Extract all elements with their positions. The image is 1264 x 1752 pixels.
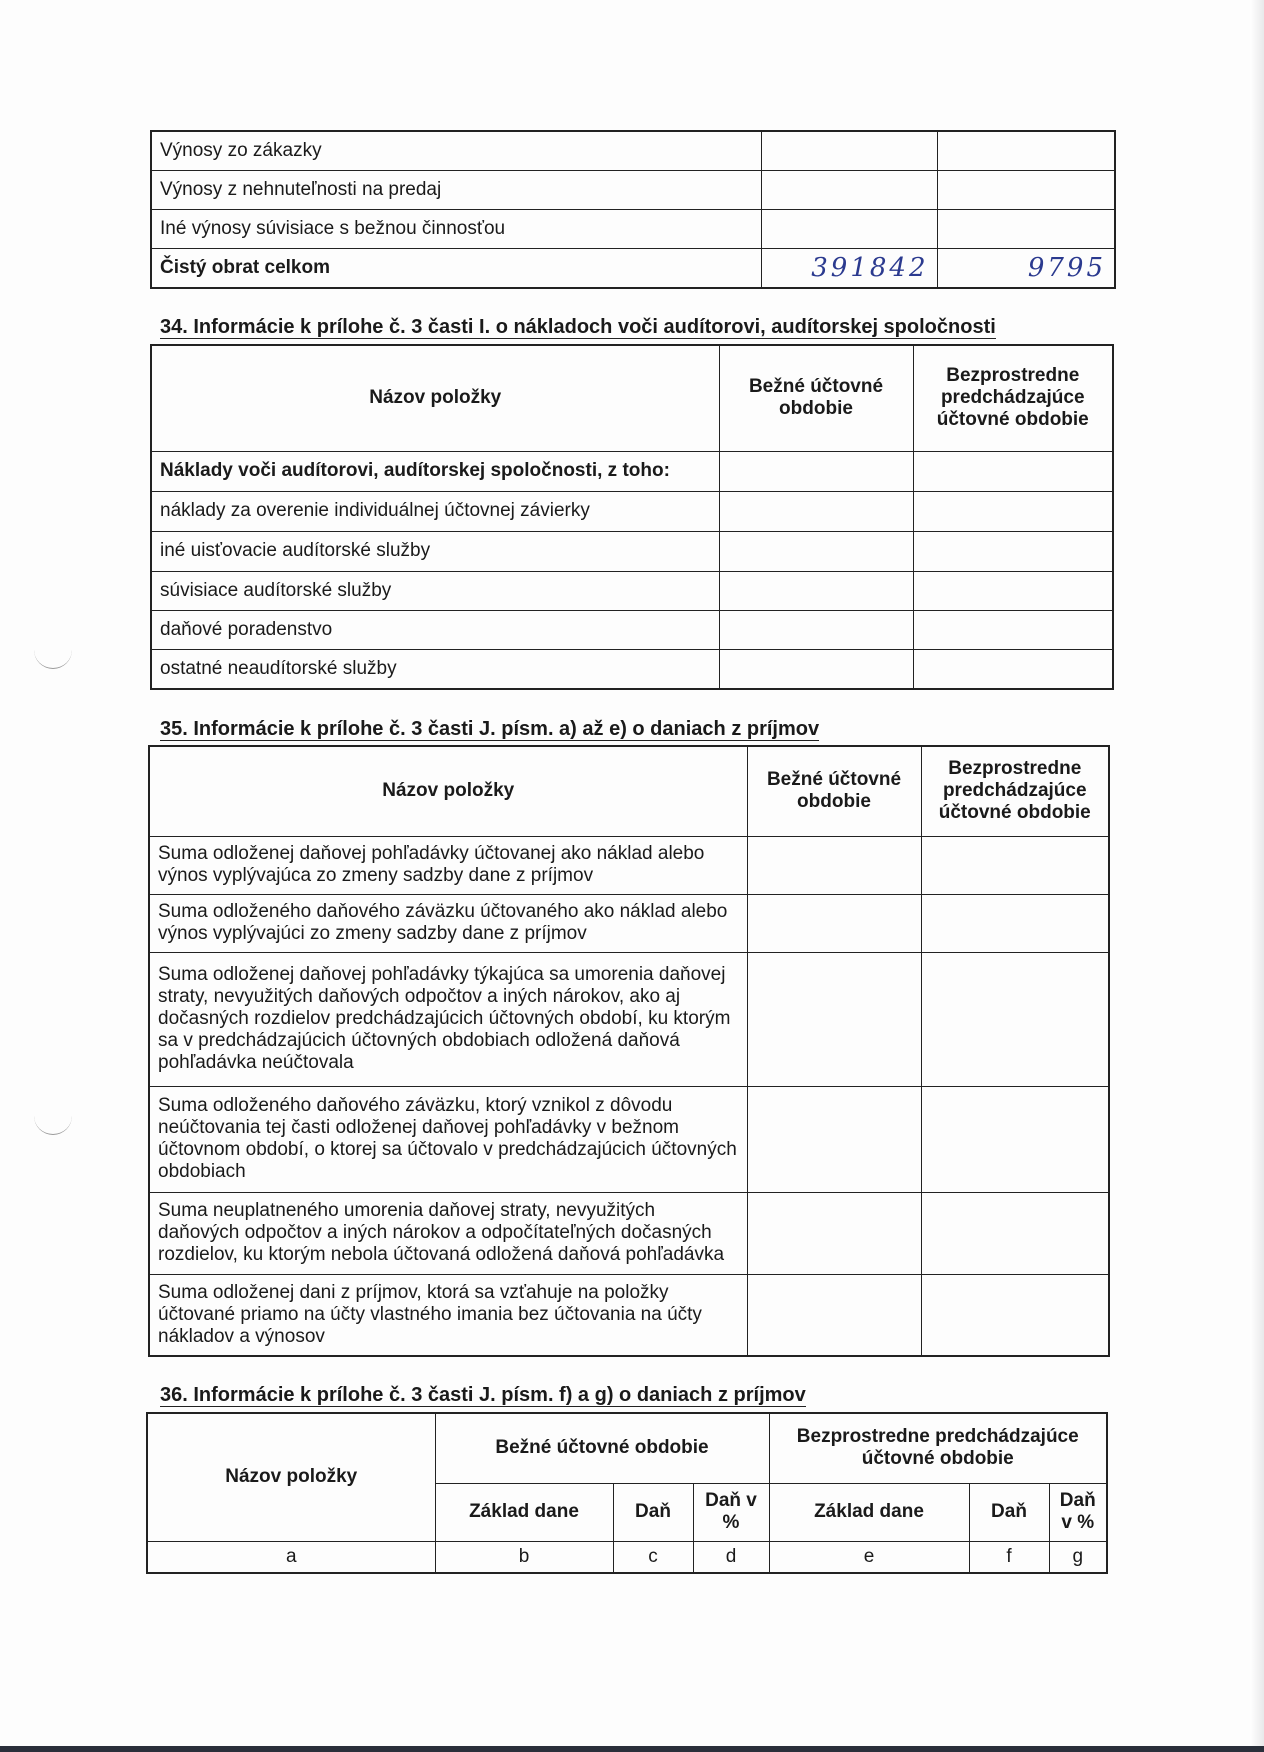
column-header-tax: Daň xyxy=(613,1483,693,1541)
column-letter: e xyxy=(769,1541,969,1573)
row-label: Suma odloženej daňovej pohľadávky týkajúca sa umorenia daňovej straty, nevyužitých daňových odpočtov a iných nárokov, ako aj dočasných rozdielov predchádzajúcich účtovných období, ku ktorým sa v predchádzajúcich účtovných obdobiach odložená daňová pohľadávka neúčtovala xyxy=(149,952,747,1086)
table-row xyxy=(149,1274,1109,1356)
column-letter: g xyxy=(1049,1541,1107,1573)
column-header-previous: Bezprostredne predchádzajúce účtovné obdobie xyxy=(921,746,1109,836)
table-row xyxy=(151,649,1113,689)
column-header-previous: Bezprostredne predchádzajúce účtovné obdobie xyxy=(913,345,1113,451)
page-edge-shadow xyxy=(1250,0,1264,1752)
table-row xyxy=(149,952,1109,1086)
table-row xyxy=(149,836,1109,894)
row-label: Iné výnosy súvisiace s bežnou činnosťou xyxy=(151,209,761,248)
income-tax-table xyxy=(146,1412,1108,1574)
column-header-current: Bežné účtovné obdobie xyxy=(435,1413,769,1483)
column-header-tax-percent: Daň v % xyxy=(693,1483,769,1541)
current-value xyxy=(761,170,937,209)
previous-value xyxy=(937,209,1115,248)
table-header-row xyxy=(151,345,1113,451)
column-letter: d xyxy=(693,1541,769,1573)
revenue-table xyxy=(150,130,1116,289)
table-row xyxy=(151,451,1113,491)
row-label: Výnosy z nehnuteľnosti na predaj xyxy=(151,170,761,209)
row-label: Suma odloženej daňovej pohľadávky účtovanej ako náklad alebo výnos vyplývajúca zo zmeny sadzby dane z príjmov xyxy=(149,836,747,894)
row-label: súvisiace audítorské služby xyxy=(151,571,719,610)
table-row xyxy=(151,248,1115,288)
table-row xyxy=(151,571,1113,610)
table-header-row xyxy=(149,746,1109,836)
row-label: náklady za overenie individuálnej účtovnej závierky xyxy=(151,491,719,531)
row-label: daňové poradenstvo xyxy=(151,610,719,649)
scan-bottom-edge xyxy=(0,1746,1264,1752)
column-header-base: Základ dane xyxy=(435,1483,613,1541)
column-header-tax-percent: Daň v % xyxy=(1049,1483,1107,1541)
handwritten-current-value: 391842 xyxy=(761,248,937,288)
table-row xyxy=(151,170,1115,209)
column-header-previous: Bezprostredne predchádzajúce účtovné obdobie xyxy=(769,1413,1107,1483)
row-label: Suma odloženého daňového záväzku účtovaného ako náklad alebo výnos vyplývajúci zo zmeny sadzby dane z príjmov xyxy=(149,894,747,952)
row-label: ostatné neaudítorské služby xyxy=(151,649,719,689)
column-letter: f xyxy=(969,1541,1049,1573)
column-header-name: Názov položky xyxy=(151,345,719,451)
deferred-tax-table xyxy=(148,745,1110,1357)
current-value xyxy=(761,131,937,170)
table-header-row xyxy=(147,1413,1107,1483)
column-header-base: Základ dane xyxy=(769,1483,969,1541)
section-36-title: 36. Informácie k prílohe č. 3 časti J. písm. f) a g) o daniach z príjmov xyxy=(160,1384,806,1406)
handwritten-previous-value: 9795 xyxy=(937,248,1115,288)
column-letter-row xyxy=(147,1541,1107,1573)
table-row xyxy=(149,1086,1109,1192)
row-label: iné uisťovacie audítorské služby xyxy=(151,531,719,571)
row-label: Suma odloženého daňového záväzku, ktorý vznikol z dôvodu neúčtovania tej časti odloženej daňovej pohľadávky v bežnom účtovnom období, o ktorej sa účtovalo v predchádzajúcich účtovných obdobiach xyxy=(149,1086,747,1192)
section-34-title: 34. Informácie k prílohe č. 3 časti I. o nákladoch voči audítorovi, audítorskej spoločnosti xyxy=(160,316,996,338)
table-row xyxy=(151,131,1115,170)
row-label: Výnosy zo zákazky xyxy=(151,131,761,170)
column-header-current: Bežné účtovné obdobie xyxy=(747,746,921,836)
section-35-title: 35. Informácie k prílohe č. 3 časti J. písm. a) až e) o daniach z príjmov xyxy=(160,718,820,740)
table-row xyxy=(149,1192,1109,1274)
column-letter: c xyxy=(613,1541,693,1573)
previous-value xyxy=(937,131,1115,170)
column-letter: a xyxy=(147,1541,435,1573)
column-header-name: Názov položky xyxy=(147,1413,435,1541)
previous-value xyxy=(937,170,1115,209)
row-label: Suma odloženej dani z príjmov, ktorá sa vzťahuje na položky účtované priamo na účty vlastného imania bez účtovania na účty nákladov a výnosov xyxy=(149,1274,747,1356)
column-header-current: Bežné účtovné obdobie xyxy=(719,345,913,451)
table-row xyxy=(151,209,1115,248)
row-label: Suma neuplatneného umorenia daňovej straty, nevyužitých daňových odpočtov a iných nárokov a odpočítateľných dočasných rozdielov, ku ktorým nebola účtovaná odložená daňová pohľadávka xyxy=(149,1192,747,1274)
table-row xyxy=(149,894,1109,952)
auditor-costs-table xyxy=(150,344,1114,690)
row-label: Náklady voči audítorovi, audítorskej spoločnosti, z toho: xyxy=(151,451,719,491)
table-row xyxy=(151,491,1113,531)
column-letter: b xyxy=(435,1541,613,1573)
column-header-tax: Daň xyxy=(969,1483,1049,1541)
row-label: Čistý obrat celkom xyxy=(151,248,761,288)
table-row xyxy=(151,610,1113,649)
table-row xyxy=(151,531,1113,571)
punch-hole-mark xyxy=(34,1116,72,1135)
punch-hole-mark xyxy=(34,650,72,669)
current-value xyxy=(761,209,937,248)
column-header-name: Názov položky xyxy=(149,746,747,836)
